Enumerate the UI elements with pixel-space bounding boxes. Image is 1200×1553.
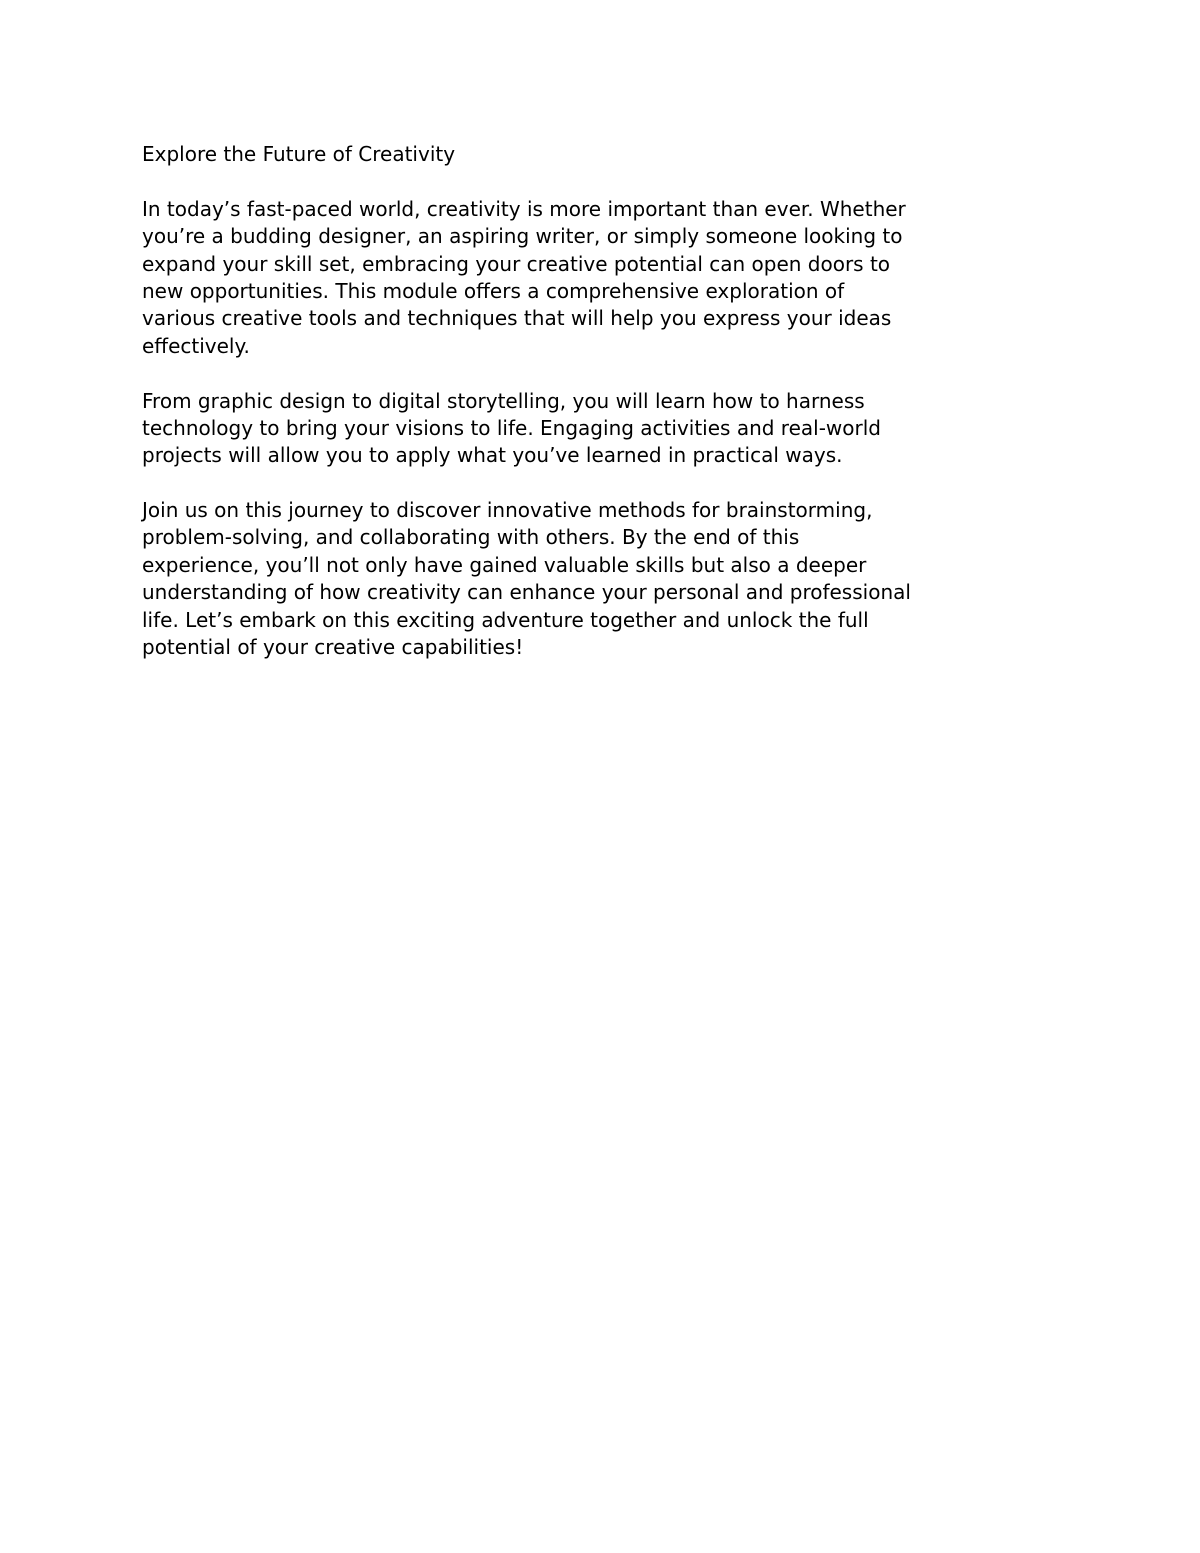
paragraph-line: From graphic design to digital storytelling, you will learn how to harness: [142, 388, 865, 413]
paragraph-line: problem-solving, and collaborating with others. By the end of this: [142, 525, 800, 550]
paragraph: [142, 388, 911, 470]
paragraph-line: expand your skill set, embracing your creative potential can open doors to: [142, 251, 891, 276]
document-body: [142, 196, 911, 662]
paragraph: [142, 497, 911, 661]
paragraph-line: life. Let’s embark on this exciting adventure together and unlock the full: [142, 607, 869, 632]
paragraph-line: new opportunities. This module offers a comprehensive exploration of: [142, 278, 845, 303]
paragraph-line: effectively.: [142, 333, 250, 358]
paragraph: [142, 196, 911, 360]
paragraph-line: In today’s fast-paced world, creativity is more important than ever. Whether: [142, 196, 906, 221]
document-page: [142, 141, 911, 689]
paragraph-line: Join us on this journey to discover innovative methods for brainstorming,: [142, 498, 873, 523]
paragraph-line: potential of your creative capabilities!: [142, 635, 524, 660]
paragraph-line: understanding of how creativity can enhance your personal and professional: [142, 580, 911, 605]
paragraph-line: you’re a budding designer, an aspiring writer, or simply someone looking to: [142, 224, 903, 249]
paragraph-line: experience, you’ll not only have gained valuable skills but also a deeper: [142, 552, 867, 577]
paragraph-line: projects will allow you to apply what you’ve learned in practical ways.: [142, 443, 843, 468]
document-title: Explore the Future of Creativity: [142, 142, 456, 166]
paragraph-line: various creative tools and techniques that will help you express your ideas: [142, 306, 892, 331]
paragraph-line: technology to bring your visions to life. Engaging activities and real-world: [142, 415, 881, 440]
